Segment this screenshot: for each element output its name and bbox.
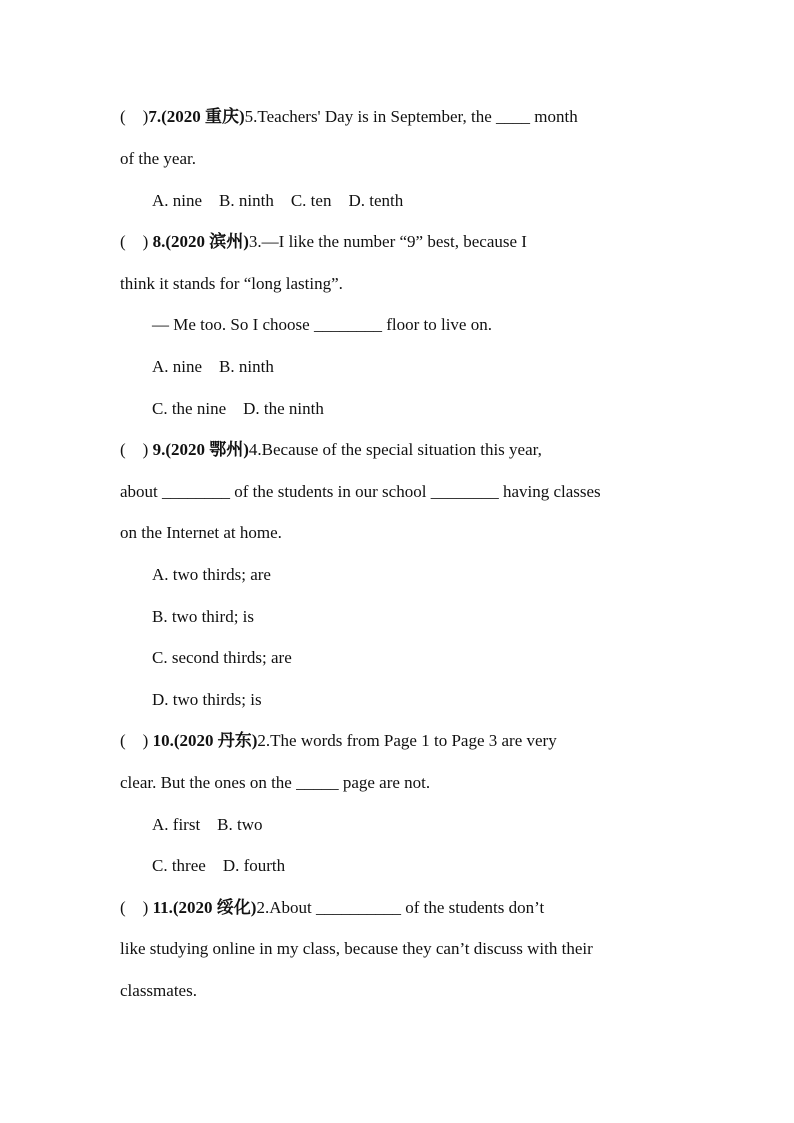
question-8-line-3: — Me too. So I choose ________ floor to live on. [152,315,492,334]
question-9-option-d: D. two thirds; is [152,690,262,709]
question-8-line-1 [120,232,527,252]
question-source: (2020 滨州) [165,232,249,251]
question-stem: 5.Teachers' Day is in September, the ____ month [244,107,578,126]
question-11-line-2: like studying online in my class, because they can’t discuss with their [120,939,593,958]
question-9-option-c: C. second thirds; are [152,648,292,667]
question-7-line-2: of the year. [120,149,196,168]
question-8-line-2: think it stands for “long lasting”. [120,274,343,293]
question-number: 11. [148,898,173,917]
question-9-line-3: on the Internet at home. [120,523,282,542]
question-source: (2020 绥化) [172,898,257,917]
question-number: 8. [148,232,166,251]
answer-paren: ( ) [120,107,149,126]
question-7-options: A. nine B. ninth C. ten D. tenth [152,191,404,210]
question-source: (2020 鄂州) [165,440,249,459]
question-stem: 2.The words from Page 1 to Page 3 are very [257,731,557,750]
answer-paren: ( ) [120,898,149,917]
question-10-options-2: C. three D. fourth [152,856,286,875]
question-number: 10. [148,731,174,750]
question-9-line-2: about ________ of the students in our school ________ having classes [120,482,601,501]
question-8-options-2: C. the nine D. the ninth [152,399,324,418]
question-stem: 2.About __________ of the students don’t [256,898,545,917]
question-number: 7. [148,107,162,126]
question-9-line-1 [120,440,542,460]
question-number: 9. [148,440,166,459]
question-10-options-1: A. first B. two [152,815,263,834]
answer-paren: ( ) [120,232,149,251]
question-source: (2020 丹东) [173,731,258,750]
question-stem: 3.—I like the number “9” best, because I [248,232,527,251]
question-11-line-1 [120,898,544,918]
question-10-line-1 [120,731,557,751]
question-10-line-2: clear. But the ones on the _____ page are not. [120,773,431,792]
answer-paren: ( ) [120,731,149,750]
question-7-line-1 [120,107,578,127]
question-source: (2020 重庆) [161,107,245,126]
question-9-option-b: B. two third; is [152,607,255,626]
question-9-option-a: A. two thirds; are [152,565,271,584]
answer-paren: ( ) [120,440,149,459]
question-8-options-1: A. nine B. ninth [152,357,274,376]
question-stem: 4.Because of the special situation this year, [248,440,542,459]
question-11-line-3: classmates. [120,981,197,1000]
